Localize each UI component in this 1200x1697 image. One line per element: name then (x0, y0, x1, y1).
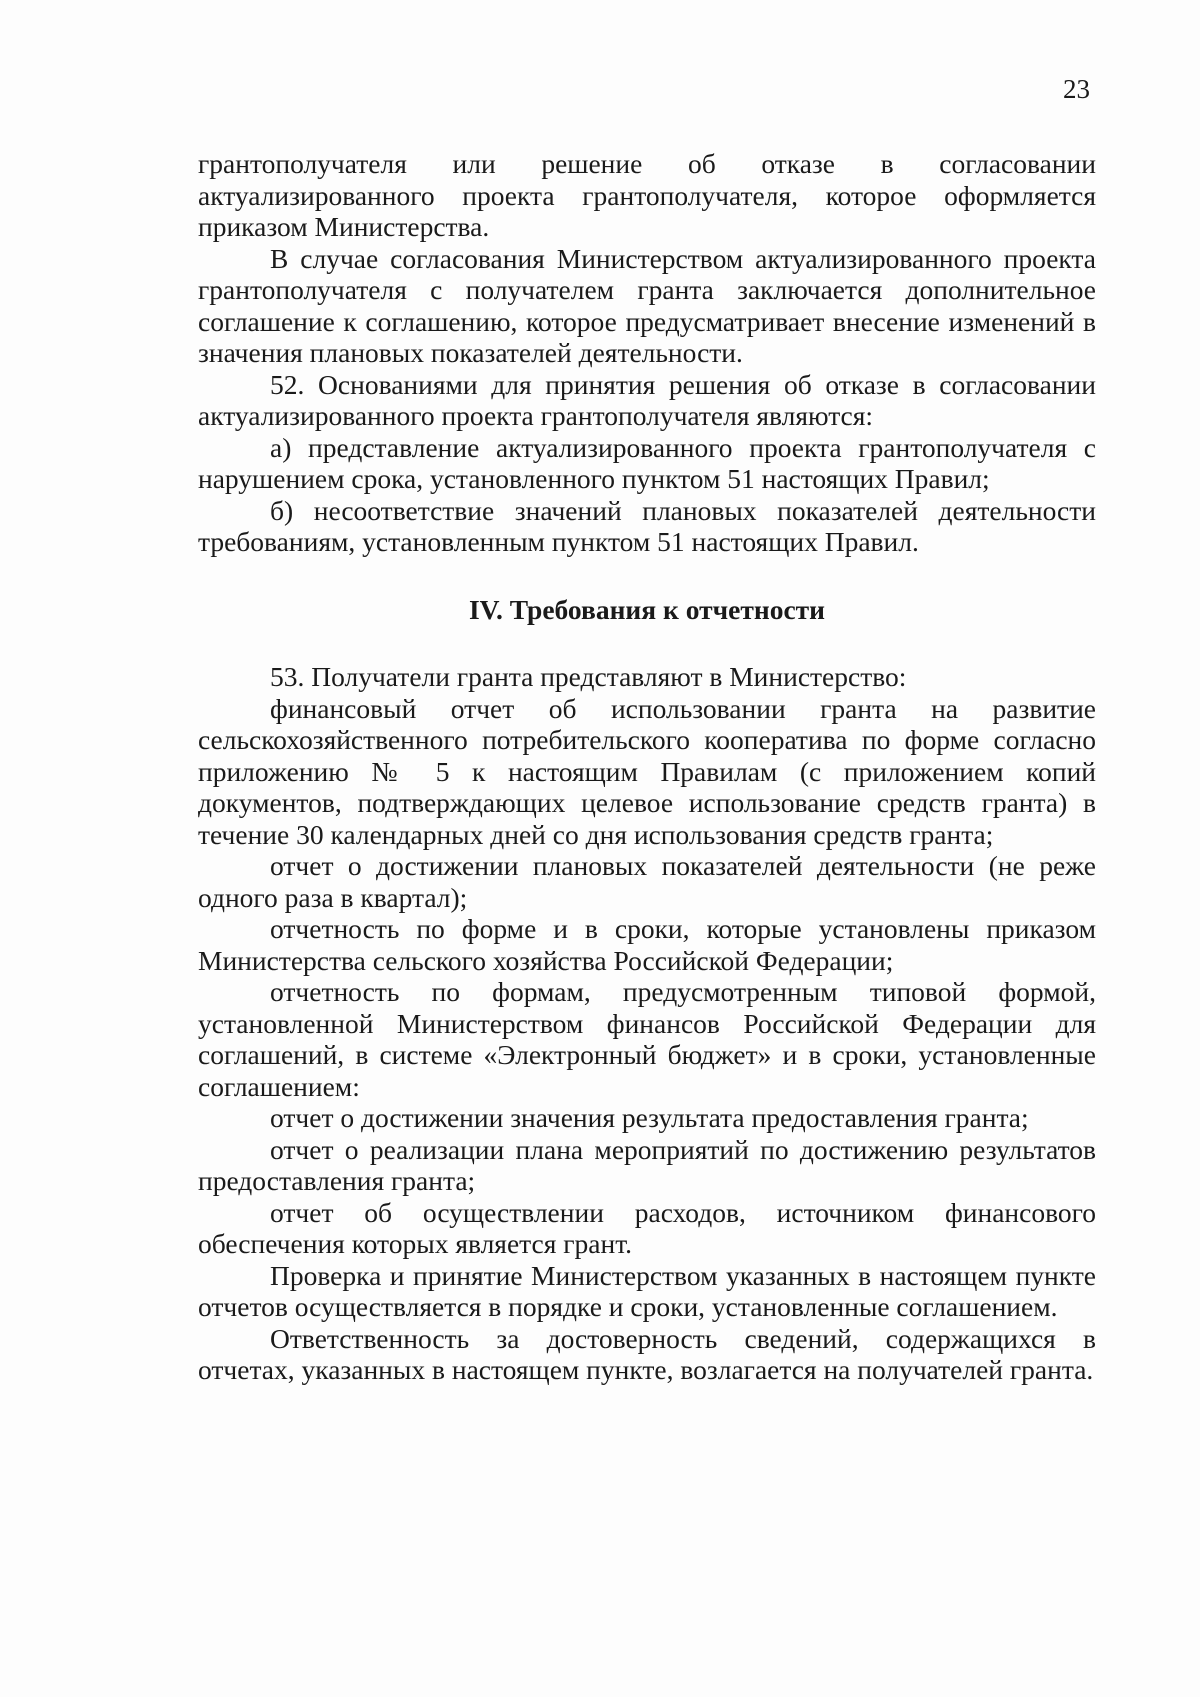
paragraph-expenses-report: отчет об осуществлении расходов, источником финансового обеспечения которых является грант. (198, 1196, 1096, 1259)
paragraph-53: 53. Получатели гранта представляют в Министерство: (270, 661, 907, 692)
document-body (198, 148, 1096, 1386)
paragraph-responsibility: Ответственность за достоверность сведений, содержащихся в отчетах, указанных в настоящем пункте, возлагается на получателей гранта. (198, 1322, 1096, 1385)
paragraph-plan-report: отчет о реализации плана мероприятий по достижению результатов предоставления гранта; (198, 1133, 1096, 1196)
paragraph-indicators-report: отчет о достижении плановых показателей деятельности (не реже одного раза в квартал); (198, 850, 1096, 913)
section-heading: IV. Требования к отчетности (468, 593, 826, 625)
paragraph-approval-case: В случае согласования Министерством актуализированного проекта грантополучателя с получателем гранта заключается дополнительное соглашение к соглашению, которое предусматривает внесение изменений в значения плановых показателей деятельности. (198, 242, 1096, 368)
paragraph-result-report: отчет о достижении значения результата предоставления гранта; (270, 1102, 1029, 1133)
paragraph-52-a: а) представление актуализированного проекта грантополучателя с нарушением срока, установленного пунктом 51 настоящих Правил; (198, 431, 1096, 494)
paragraph-electronic-budget: отчетность по формам, предусмотренным типовой формой, установленной Министерством финансов Российской Федерации для соглашений, в системе «Электронный бюджет» и в сроки, установленные соглашением: (198, 976, 1096, 1102)
paragraph-52: 52. Основаниями для принятия решения об отказе в согласовании актуализированного проекта грантополучателя являются: (198, 368, 1096, 431)
paragraph-52-b: б) несоответствие значений плановых показателей деятельности требованиям, установленным пунктом 51 настоящих Правил. (198, 494, 1096, 557)
paragraph-verification: Проверка и принятие Министерством указанных в настоящем пункте отчетов осуществляется в порядке и сроки, установленные соглашением. (198, 1259, 1096, 1322)
page-number: 23 (1063, 74, 1090, 104)
paragraph-ministry-reporting: отчетность по форме и в сроки, которые установлены приказом Министерства сельского хозяйства Российской Федерации; (198, 913, 1096, 976)
paragraph-financial-report: финансовый отчет об использовании гранта на развитие сельскохозяйственного потребительского кооператива по форме согласно приложению № 5 к настоящим Правилам (с приложением копий документов, подтверждающих целевое использование средств гранта) в течение 30 календарных дней со дня использования средств гранта; (198, 692, 1096, 850)
paragraph-continuation: грантополучателя или решение об отказе в согласовании актуализированного проекта грантополучателя, которое оформляется приказом Министерства. (198, 148, 1096, 242)
